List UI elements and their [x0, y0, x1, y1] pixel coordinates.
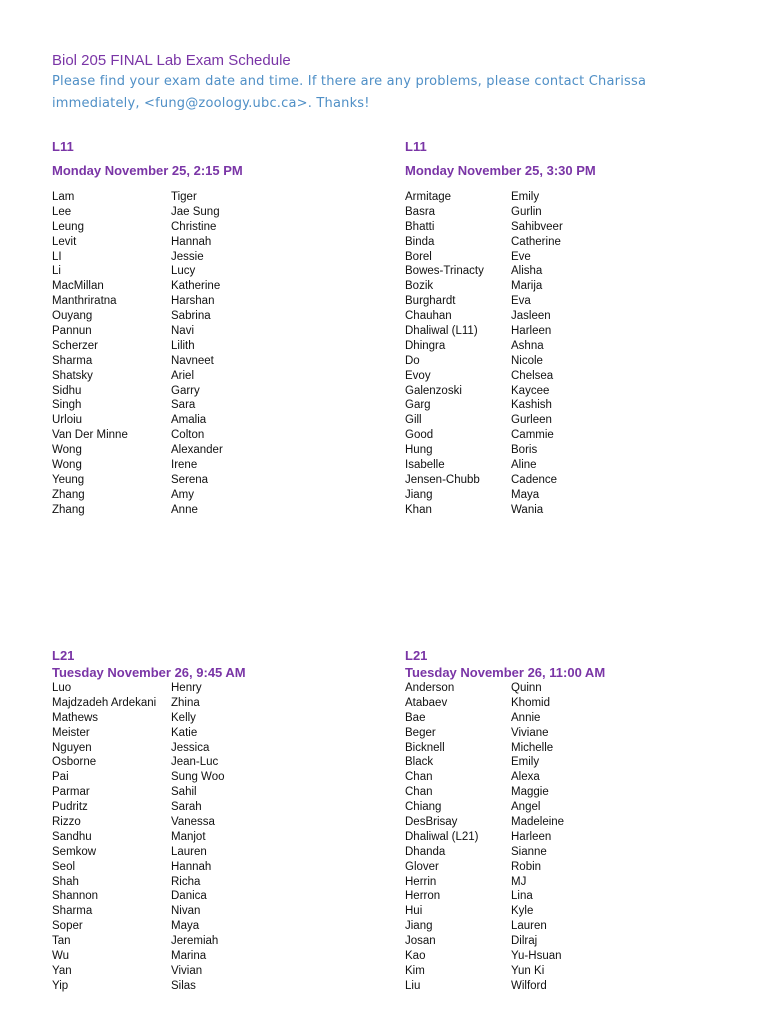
student-row: [405, 354, 596, 369]
instructions-text: Please find your exam date and time. If there are any problems, please contact Charissa immediately, <fung@zoology.ubc.ca>. Thanks!: [52, 74, 647, 111]
last-name: Dhaliwal (L21): [405, 830, 479, 843]
student-row: [52, 458, 243, 473]
first-name: Anne: [171, 503, 198, 516]
student-row: [405, 488, 596, 503]
first-name: Michelle: [511, 741, 554, 754]
student-row: [405, 205, 596, 220]
session-datetime: Tuesday November 26, 9:45 AM: [52, 665, 246, 680]
last-name: Leung: [52, 220, 84, 233]
last-name: Good: [405, 429, 434, 442]
last-name: Lam: [52, 191, 75, 203]
first-name: Eva: [511, 295, 531, 308]
last-name: Pai: [52, 771, 69, 784]
student-row: [405, 443, 596, 458]
student-row: [52, 830, 246, 845]
first-name: Quinn: [511, 682, 542, 694]
last-name: Zhang: [52, 488, 85, 501]
last-name: Bhatti: [405, 220, 435, 233]
first-name: Marina: [171, 950, 207, 963]
student-row: [405, 770, 605, 785]
last-name: Wong: [52, 444, 82, 457]
student-row: [52, 889, 246, 904]
student-row: [405, 726, 605, 741]
last-name: Armitage: [405, 191, 452, 203]
last-name: DesBrisay: [405, 816, 458, 829]
first-name: Angel: [511, 801, 541, 814]
student-row: [52, 904, 246, 919]
student-row: [52, 964, 246, 979]
first-name: Khomid: [511, 696, 550, 709]
last-name: Dhingra: [405, 339, 446, 352]
last-name: Van Der Minne: [52, 429, 128, 442]
student-row: [405, 220, 596, 235]
last-name: Bozik: [405, 280, 434, 293]
last-name: MacMillan: [52, 280, 104, 293]
student-row: [405, 964, 605, 979]
document-title: Biol 205 FINAL Lab Exam Schedule: [52, 52, 291, 69]
first-name: Emily: [511, 756, 540, 769]
first-name: Nivan: [171, 905, 201, 918]
student-row: [405, 384, 596, 399]
last-name: Pudritz: [52, 801, 88, 814]
student-row: [52, 309, 243, 324]
student-row: [52, 845, 246, 860]
last-name: Glover: [405, 860, 439, 873]
last-name: Li: [52, 265, 61, 278]
student-row: [405, 934, 605, 949]
first-name: Katherine: [171, 280, 221, 293]
student-roster: [405, 681, 605, 994]
student-row: [52, 726, 246, 741]
last-name: Kao: [405, 950, 426, 963]
student-row: [405, 190, 596, 205]
last-name: Shannon: [52, 890, 99, 903]
student-row: [405, 235, 596, 250]
student-row: [52, 220, 243, 235]
student-row: [52, 250, 243, 265]
last-name: Sidhu: [52, 384, 82, 397]
last-name: Sandhu: [52, 830, 92, 843]
student-roster: [52, 681, 246, 994]
first-name: Maya: [511, 488, 540, 501]
first-name: Alisha: [511, 265, 543, 278]
last-name: Osborne: [52, 756, 97, 769]
student-row: [52, 755, 246, 770]
lab-section-label: L21: [405, 648, 428, 663]
student-row: [52, 398, 243, 413]
student-row: [405, 339, 596, 354]
exam-session-4: [405, 648, 605, 994]
last-name: Singh: [52, 399, 82, 412]
first-name: Kyle: [511, 905, 534, 918]
student-row: [52, 681, 246, 696]
first-name: Navi: [171, 325, 195, 338]
student-row: [52, 369, 243, 384]
lab-section-label: L11: [52, 139, 74, 154]
last-name: Chan: [405, 771, 433, 784]
student-row: [405, 889, 605, 904]
first-name: Vivian: [171, 964, 203, 977]
last-name: Basra: [405, 205, 436, 218]
student-row: [52, 264, 243, 279]
last-name: Bicknell: [405, 741, 445, 754]
first-name: Amy: [171, 488, 194, 501]
student-row: [405, 428, 596, 443]
student-row: [52, 979, 246, 994]
last-name: Nguyen: [52, 741, 92, 754]
first-name: Manjot: [171, 830, 206, 843]
student-row: [52, 919, 246, 934]
student-row: [405, 860, 605, 875]
first-name: Sung Woo: [171, 771, 225, 784]
last-name: Zhang: [52, 503, 85, 516]
student-row: [405, 681, 605, 696]
last-name: LI: [52, 250, 62, 263]
last-name: Khan: [405, 503, 432, 516]
first-name: Catherine: [511, 235, 561, 248]
exam-session-1: [52, 139, 243, 518]
first-name: Alexa: [511, 771, 540, 784]
last-name: Urloiu: [52, 414, 83, 427]
exam-session-2: [405, 139, 596, 518]
first-name: Jessica: [171, 741, 210, 754]
last-name: Galenzoski: [405, 384, 462, 397]
first-name: Yun Ki: [511, 964, 545, 977]
last-name: Isabelle: [405, 459, 445, 472]
student-row: [52, 800, 246, 815]
last-name: Bowes-Trinacty: [405, 265, 484, 278]
first-name: Silas: [171, 979, 196, 992]
last-name: Parmar: [52, 786, 90, 799]
last-name: Borel: [405, 250, 432, 263]
student-row: [52, 428, 243, 443]
last-name: Wong: [52, 459, 82, 472]
student-row: [405, 904, 605, 919]
first-name: Cammie: [511, 429, 554, 442]
student-row: [52, 384, 243, 399]
last-name: Burghardt: [405, 295, 456, 308]
first-name: Danica: [171, 890, 207, 903]
last-name: Shah: [52, 875, 79, 888]
last-name: Herron: [405, 890, 441, 903]
student-row: [52, 324, 243, 339]
last-name: Bae: [405, 711, 426, 724]
last-name: Jiang: [405, 488, 433, 501]
last-name: Evoy: [405, 369, 431, 382]
student-row: [405, 473, 596, 488]
last-name: Tan: [52, 935, 71, 948]
first-name: Sahibveer: [511, 220, 563, 233]
student-row: [52, 785, 246, 800]
student-row: [52, 190, 243, 205]
first-name: Annie: [511, 711, 541, 724]
lab-section-label: L21: [52, 648, 75, 663]
first-name: Henry: [171, 682, 202, 694]
first-name: Sarah: [171, 801, 202, 814]
student-row: [405, 369, 596, 384]
student-row: [405, 503, 596, 518]
first-name: Hannah: [171, 860, 212, 873]
last-name: Gill: [405, 414, 422, 427]
student-row: [405, 800, 605, 815]
last-name: Kim: [405, 964, 425, 977]
student-row: [405, 250, 596, 265]
last-name: Herrin: [405, 875, 437, 888]
last-name: Jiang: [405, 920, 433, 933]
last-name: Yeung: [52, 473, 85, 486]
last-name: Mathews: [52, 711, 99, 724]
last-name: Yip: [52, 979, 69, 992]
first-name: Lina: [511, 890, 533, 903]
first-name: Maggie: [511, 786, 549, 799]
last-name: Dhanda: [405, 845, 446, 858]
last-name: Do: [405, 354, 420, 367]
first-name: Nicole: [511, 354, 543, 367]
last-name: Luo: [52, 682, 72, 694]
student-row: [52, 339, 243, 354]
student-row: [52, 294, 243, 309]
first-name: Kaycee: [511, 384, 550, 397]
first-name: Aline: [511, 459, 537, 472]
last-name: Black: [405, 756, 434, 769]
last-name: Sharma: [52, 905, 93, 918]
student-row: [405, 949, 605, 964]
student-row: [405, 413, 596, 428]
first-name: Marija: [511, 280, 543, 293]
student-row: [52, 696, 246, 711]
last-name: Hui: [405, 905, 423, 918]
first-name: Chelsea: [511, 369, 554, 382]
first-name: Wilford: [511, 979, 547, 992]
last-name: Sharma: [52, 354, 93, 367]
last-name: Shatsky: [52, 369, 93, 382]
first-name: Boris: [511, 444, 538, 457]
last-name: Rizzo: [52, 816, 81, 829]
student-row: [405, 815, 605, 830]
first-name: Cadence: [511, 473, 558, 486]
last-name: Chauhan: [405, 310, 452, 323]
first-name: Harshan: [171, 295, 215, 308]
first-name: Vanessa: [171, 816, 215, 829]
session-datetime: Tuesday November 26, 11:00 AM: [405, 665, 606, 680]
last-name: Manthriratna: [52, 295, 117, 308]
first-name: Jae Sung: [171, 205, 220, 218]
student-row: [405, 919, 605, 934]
last-name: Binda: [405, 235, 435, 248]
first-name: Colton: [171, 429, 205, 442]
student-row: [405, 264, 596, 279]
first-name: Katie: [171, 726, 198, 739]
first-name: Dilraj: [511, 935, 538, 948]
first-name: Robin: [511, 860, 542, 873]
first-name: Wania: [511, 503, 544, 516]
first-name: Ashna: [511, 339, 544, 352]
last-name: Jensen-Chubb: [405, 473, 480, 486]
first-name: Sahil: [171, 786, 197, 799]
last-name: Soper: [52, 920, 83, 933]
last-name: Pannun: [52, 325, 92, 338]
last-name: Meister: [52, 726, 90, 739]
last-name: Beger: [405, 726, 436, 739]
student-row: [52, 860, 246, 875]
first-name: Jasleen: [511, 310, 551, 323]
first-name: Amalia: [171, 414, 207, 427]
student-row: [405, 755, 605, 770]
last-name: Atabaev: [405, 696, 448, 709]
first-name: Madeleine: [511, 816, 565, 829]
last-name: Ouyang: [52, 310, 93, 323]
student-row: [405, 830, 605, 845]
first-name: Harleen: [511, 325, 552, 338]
first-name: Sianne: [511, 845, 547, 858]
last-name: Josan: [405, 935, 436, 948]
student-row: [52, 354, 243, 369]
first-name: Lauren: [171, 845, 207, 858]
first-name: Jessie: [171, 250, 204, 263]
student-row: [52, 949, 246, 964]
student-row: [52, 711, 246, 726]
student-row: [52, 205, 243, 220]
last-name: Hung: [405, 444, 433, 457]
student-row: [405, 279, 596, 294]
first-name: Sabrina: [171, 310, 211, 323]
first-name: Irene: [171, 459, 198, 472]
student-roster: [52, 190, 243, 518]
student-row: [52, 488, 243, 503]
student-row: [52, 770, 246, 785]
student-row: [405, 875, 605, 890]
last-name: Lee: [52, 205, 72, 218]
first-name: Christine: [171, 220, 217, 233]
last-name: Chan: [405, 786, 433, 799]
student-row: [52, 413, 243, 428]
first-name: Maya: [171, 920, 200, 933]
last-name: Wu: [52, 950, 70, 963]
student-roster: [405, 190, 596, 518]
first-name: Lucy: [171, 265, 196, 278]
first-name: Garry: [171, 384, 200, 397]
student-row: [52, 875, 246, 890]
first-name: Hannah: [171, 235, 212, 248]
first-name: Sara: [171, 399, 196, 412]
first-name: Viviane: [511, 726, 549, 739]
first-name: Jean-Luc: [171, 756, 219, 769]
first-name: Tiger: [171, 191, 197, 203]
last-name: Scherzer: [52, 339, 99, 352]
lab-section-label: L11: [405, 139, 427, 154]
first-name: Lilith: [171, 339, 195, 352]
student-row: [405, 979, 605, 994]
student-row: [405, 309, 596, 324]
student-row: [405, 845, 605, 860]
first-name: Harleen: [511, 830, 552, 843]
student-row: [405, 294, 596, 309]
student-row: [405, 696, 605, 711]
exam-session-3: [52, 648, 246, 994]
student-row: [405, 785, 605, 800]
student-row: [52, 815, 246, 830]
first-name: Serena: [171, 473, 209, 486]
last-name: Yan: [52, 964, 72, 977]
first-name: Richa: [171, 875, 201, 888]
first-name: Gurlin: [511, 205, 542, 218]
last-name: Levit: [52, 235, 77, 248]
first-name: Gurleen: [511, 414, 552, 427]
student-row: [405, 741, 605, 756]
student-row: [52, 473, 243, 488]
student-row: [52, 235, 243, 250]
student-row: [405, 324, 596, 339]
student-row: [52, 279, 243, 294]
student-row: [405, 711, 605, 726]
first-name: Jeremiah: [171, 935, 219, 948]
session-datetime: Monday November 25, 3:30 PM: [405, 163, 596, 178]
first-name: Alexander: [171, 444, 223, 457]
first-name: Zhina: [171, 696, 200, 709]
first-name: Kashish: [511, 399, 552, 412]
last-name: Majdzadeh Ardekani: [52, 696, 157, 709]
student-row: [52, 443, 243, 458]
student-row: [52, 503, 243, 518]
first-name: Yu-Hsuan: [511, 950, 562, 963]
last-name: Dhaliwal (L11): [405, 325, 478, 338]
student-row: [405, 458, 596, 473]
student-row: [52, 741, 246, 756]
first-name: Ariel: [171, 369, 195, 382]
last-name: Garg: [405, 399, 431, 412]
first-name: Eve: [511, 250, 531, 263]
student-row: [52, 934, 246, 949]
first-name: Navneet: [171, 354, 214, 367]
student-row: [405, 398, 596, 413]
session-datetime: Monday November 25, 2:15 PM: [52, 163, 243, 178]
last-name: Chiang: [405, 801, 442, 814]
last-name: Anderson: [405, 682, 455, 694]
last-name: Seol: [52, 860, 76, 873]
first-name: MJ: [511, 875, 527, 888]
last-name: Liu: [405, 979, 421, 992]
first-name: Lauren: [511, 920, 547, 933]
last-name: Semkow: [52, 845, 97, 858]
first-name: Emily: [511, 191, 540, 203]
first-name: Kelly: [171, 711, 196, 724]
